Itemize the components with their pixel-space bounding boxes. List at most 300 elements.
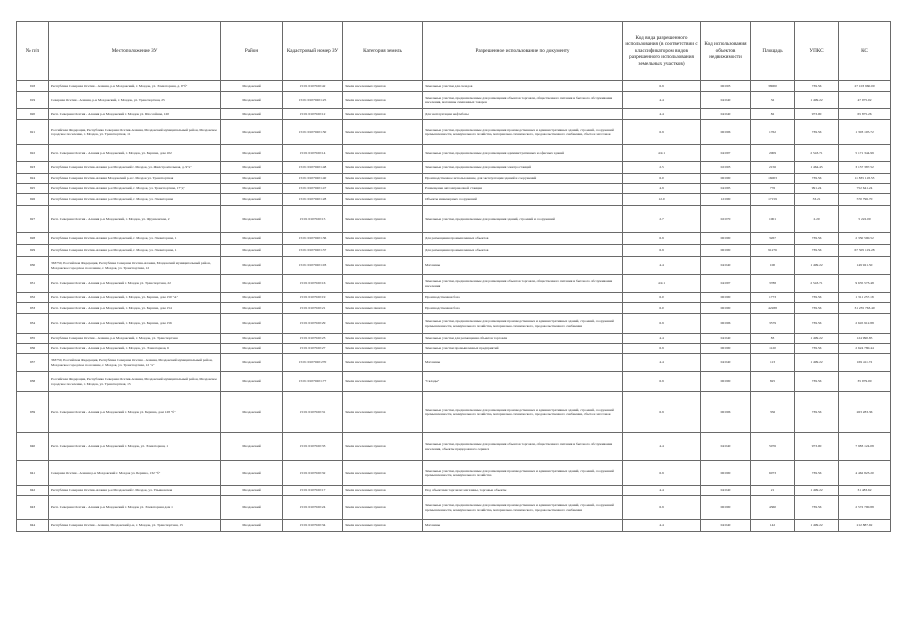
table-row [17,344,891,354]
table-cell: 15:01:0107020:148 [283,162,343,174]
table-row [17,372,891,392]
table-row [17,496,891,520]
table-cell: 2.5 [623,162,701,174]
table-cell: 363750, Российская Федерация, Республика Северная Осетия-Алания, Моздокский муниципальный район, Моздокское городское поселение, г. Моздок, ул. Транспортная, 12 [49,257,221,275]
table-cell: 934 [17,314,49,334]
table-cell: Моздокский [221,354,283,372]
table-cell: 1001 [751,206,795,233]
table-cell: 124 990.85 [839,334,891,344]
table-cell: 927 [17,206,49,233]
table-cell: 149 921.50 [839,257,891,275]
table-cell: 356 [751,392,795,433]
table-cell: Моздокский [221,334,283,344]
table-cell: 931 [17,275,49,293]
table-cell: 32 [751,92,795,109]
table-cell: 212 887.92 [839,520,891,532]
table-row [17,486,891,496]
table-cell: 06:000 [701,344,751,354]
table-cell: Производственная база [423,303,623,314]
cadastral-value-table [16,21,891,532]
table-cell: Республика Северная Осетия-Алания р-н Моздокский, г. Моздок, ул. Элеваторная [49,194,221,206]
table-cell: 942 [17,486,49,496]
table-cell: 3579 [751,314,795,334]
table-cell: 938 [17,372,49,392]
table-row [17,245,891,257]
table-cell: 100 [751,257,795,275]
table-cell: 169 411.72 [839,354,891,372]
table-cell: 11 835 118.53 [839,174,891,184]
header-cell: Код вида разрешенного использования (в соответствии с классификатором видов разрешенного использования земельных участков) [623,22,701,81]
table-cell: Земельные участки, предназначенные для размещения производственных и административных зданий, строений, сооружений промышленности, коммунального хозяйства [423,461,623,486]
table-cell: 15:01:0107020:140 [283,174,343,184]
table-cell: Респ. Северная Осетия - Алания р-н Моздокский г. Моздок ул. Бершна, дом 128 "б" [49,392,221,433]
table-cell: Респ. Северная Осетия - Алания р-н Моздокский, г. Моздок, ул. Элеваторная, 6 [49,344,221,354]
table-cell: 1 311 257.18 [839,293,891,303]
table-cell: Земли населенных пунктов [343,174,423,184]
table-cell: 3788 [751,275,795,293]
table-cell: Республика Северная Осетия - Алания, р-н Моздокский, г. Моздок, ул. Транспортная [49,334,221,344]
table-cell: Земельные участки, предназначенные для размещения производственных и административных зданий, строений, сооружений промышленности, коммунального хозяйства, материально-технического, продовольственного снабжения [423,496,623,520]
table-cell: 04:097 [701,275,751,293]
table-cell: 928 [17,233,49,245]
table-cell: 04:097 [701,145,751,162]
table-cell: Моздокский [221,109,283,120]
table-cell: 04:040 [701,520,751,532]
table-cell: 4.9 [623,184,701,194]
table-cell: 33.21 [795,194,839,206]
table-cell: Республика Северная Осетия-Алания Моздокский р-н г. Моздок ул. Транспортная [49,174,221,184]
table-row [17,275,891,293]
table-cell: 5076 [751,433,795,461]
table-cell: 17159 [751,194,795,206]
table-cell: 973.00 [795,433,839,461]
table-cell: 4.9.1 [623,275,701,293]
table-cell: 2 624 780.44 [839,344,891,354]
table-cell: Земли населенных пунктов [343,109,423,120]
table-cell: Моздокский [221,233,283,245]
table-cell: 752 641.24 [839,184,891,194]
table-cell: Земли населенных пунктов [343,520,423,532]
table-cell: Земли населенных пunктов [343,303,423,314]
table-cell: 1 499.22 [795,92,839,109]
table-row [17,81,891,92]
header-cell: Категория земель [343,22,423,81]
table-cell: 4 462 823.20 [839,461,891,486]
table-cell: 15:01:0107020:125 [283,92,343,109]
table-row [17,145,891,162]
table-cell: Земельные участки, предназначенные для размещения объектов торговли, общественного питания и бытового обслуживания населения [423,275,623,293]
table-cell: 739.56 [795,293,839,303]
table-cell: 65 875.26 [839,109,891,120]
table-cell: 1762 [751,120,795,145]
table-cell: 5 222.00 [839,206,891,233]
table-cell: 4.4 [623,334,701,344]
table-cell: 06:000 [701,233,751,245]
table-cell: Земли населенных пунктов [343,245,423,257]
table-cell: 1773 [751,293,795,303]
table-cell: Земли населенных пунктов [343,145,423,162]
table-cell: Моздокский [221,206,283,233]
table-cell: 6.0 [623,303,701,314]
table-cell: Респ. Северная Осетия - Алания р-н Моздокский, г. Моздок, ул. Бершна, дом 150 "А" [49,293,221,303]
table-cell: 932 [17,293,49,303]
table-cell: 4.4 [623,520,701,532]
table-cell: Моздокский [221,245,283,257]
table-cell: 15:01:0107020:27 [283,344,343,354]
table-cell: 739.56 [795,344,839,354]
table-row [17,194,891,206]
table-cell: 04:040 [701,257,751,275]
table-cell: 925 [17,184,49,194]
table-cell: Земельные участки, предназначенные для размещения объектов торговли, общественного питания и бытового обслуживания населения, объекты придорожного сервиса [423,433,623,461]
table-cell: Земли населенных пунктов [343,293,423,303]
table-row [17,184,891,194]
table-cell: 926 [17,194,49,206]
table-cell: 2 543.71 [795,145,839,162]
table-cell: 15:01:0107020:17 [283,486,343,496]
table-cell: Моздокский [221,174,283,184]
header-cell: УПКС [795,22,839,81]
table-cell: 6.9 [623,461,701,486]
table-cell: 15:01:0107020:24 [283,496,343,520]
table-cell: Республика Северная Осетия-Алания р-н Моздокский, г. Моздок, ул. Транспортная, 17"д" [49,184,221,194]
table-cell: 2 645 912.88 [839,314,891,334]
table-cell: 1 499.22 [795,354,839,372]
table-row [17,461,891,486]
table-cell: 15:01:0107020:32 [283,461,343,486]
table-cell: 739.56 [795,174,839,184]
table-cell: 739.56 [795,245,839,257]
table-cell: Для размещения промышленных объектов [423,233,623,245]
table-cell: 6.9 [623,344,701,354]
table-cell: 3267 [751,233,795,245]
table-cell: Для размещения промышленных объектов [423,245,623,257]
table-cell: 739.56 [795,392,839,433]
table-cell: Респ. Северная Осетия - Алания р-н Моздокский, г. Моздок, ул. Бершна, дом 156 [49,314,221,334]
table-cell: 06:000 [701,293,751,303]
table-cell: 142 [751,520,795,532]
table-cell: Республика Северная Осетия-Алания р-н Моздокский, г. Моздок, ул. Элеваторная, 1 [49,233,221,245]
table-cell: 4.4 [623,92,701,109]
table-cell: 12:000 [701,194,751,206]
table-row [17,303,891,314]
table-cell: Земли населенных пунктов [343,354,423,372]
table-cell: 06:000 [701,372,751,392]
table-cell: 2009 [751,145,795,162]
table-cell: 930 [17,257,49,275]
table-cell: 4.4 [623,257,701,275]
table-cell: 38000 [751,81,795,92]
table-cell: 941 [17,461,49,486]
table-row [17,334,891,344]
table-cell: 6.9 [623,245,701,257]
table-cell: Магазины [423,520,623,532]
table-cell: Северная Осетия - Алания р-н Моздокский г. Моздок ул. Бершна, 132 "б" [49,461,221,486]
table-cell: 739.56 [795,496,839,520]
table-cell: 91276 [751,245,795,257]
header-cell: КС [839,22,891,81]
table-cell: 15:01:0107020:136 [283,233,343,245]
table-cell: 929 [17,245,49,257]
table-cell: Моздокский [221,520,283,532]
table-cell: 739.56 [795,233,839,245]
table-cell: Респ. Северная Осетия - Алания р-н Моздокский г. Моздок ул. Шоссейная, 120 [49,109,221,120]
table-cell: Земли населенных пунктов [343,314,423,334]
table-cell: 739.56 [795,372,839,392]
table-cell: 1 499.22 [795,257,839,275]
table-header-row [17,22,891,81]
table-row [17,314,891,334]
table-cell: 42288 [751,303,795,314]
table-cell: 06:000 [701,461,751,486]
table-row [17,174,891,184]
table-cell: 04:040 [701,334,751,344]
table-cell: 6073 [751,461,795,486]
table-cell: 15:01:0107020:150 [283,120,343,145]
table-row [17,257,891,275]
table-cell: Земельные участки для размещения объектов торговли [423,334,623,344]
table-cell: 15:01:0107020:12 [283,109,343,120]
table-cell: 4.4 [623,109,701,120]
table-cell: 15:01:0107020:29 [283,314,343,334]
table-cell: 27 103 960.00 [839,81,891,92]
table-row [17,392,891,433]
table-cell: 936 [17,344,49,354]
table-cell: 06:003 [701,81,751,92]
table-cell: Земли населенных пунктов [343,275,423,293]
table-cell: 6.9 [623,120,701,145]
table-cell: Земли населенных пунктов [343,81,423,92]
table-cell: 9 635 573.48 [839,275,891,293]
table-row [17,233,891,245]
table-cell: 21 [751,486,795,496]
table-cell: 15:01:0107020:15 [283,206,343,233]
table-cell: Земли населенных пунктов [343,344,423,354]
table-cell: Земли населенных пунктов [343,184,423,194]
table-cell: Моздокский [221,496,283,520]
table-cell: Моздокский [221,392,283,433]
table-cell: Производственная база [423,293,623,303]
table-cell: 15:01:0107020:33 [283,433,343,461]
table-cell: 4.4 [623,354,701,372]
table-cell: 15:01:0107020:23 [283,334,343,344]
table-cell: 82 [751,109,795,120]
table-cell: Объекты инженерных сооружений [423,194,623,206]
table-cell: 35 979.00 [839,372,891,392]
table-cell: 6.9 [623,392,701,433]
table-cell: 15:01:0107020:14 [283,145,343,162]
table-cell: Респ. Северная Осетия - Алания р-н Моздокский г. Моздок ул. Транспортная, 22 [49,275,221,293]
table-cell: 973.00 [795,109,839,120]
table-cell: 1 499.22 [795,520,839,532]
table-cell: 12.0 [623,194,701,206]
table-cell: 1 464.45 [795,162,839,174]
table-cell: 15:01:0107020:270 [283,354,343,372]
table-cell: Респ. Северная Осетия - Алания р-н Моздокский, г. Моздок, ул. Фрунзенская, 2 [49,206,221,233]
table-cell: 4.4 [623,486,701,496]
table-cell: Моздокский [221,92,283,109]
table-cell: Земельные участки промышленных предприятий [423,344,623,354]
table-cell: 1 499.22 [795,334,839,344]
table-cell: Земельные участки, предназначенные для размещения производственных и административных зданий, строений, сооружений промышленности, коммунального хозяйства, материально-технического, продовольственного снабжения, сбыта и заготовок [423,392,623,433]
table-cell: 67 505 119.28 [839,245,891,257]
table-cell: Моздокский [221,145,283,162]
table-cell: Земли населенных пунктов [343,120,423,145]
table-cell: Республика Северная Осетия - Алания, р-н Моздокский, г. Моздок, ул. Элеваторная, д. 9"б" [49,81,221,92]
table-cell: 15:01:0107020:21 [283,303,343,314]
table-cell: 31 235 763.40 [839,303,891,314]
header-cell: № п/п [17,22,49,81]
table-cell: 02:070 [701,206,751,233]
table-cell: 04:040 [701,354,751,372]
table-cell: 04:095 [701,184,751,194]
table-cell: Республика Северная Осетия-Алания р-н Моздокский, г. Моздок, ул. Элеваторная, 1 [49,245,221,257]
table-row [17,293,891,303]
table-cell: 570 796.70 [839,194,891,206]
table-cell: 16003 [751,174,795,184]
table-cell: Земли населенных пунктов [343,206,423,233]
table-cell: 5 171 344.99 [839,145,891,162]
table-cell: 923 [17,162,49,174]
table-row [17,520,891,532]
table-cell: 943 [17,496,49,520]
table-cell: 06:006 [701,392,751,433]
table-cell: Республика Северная Осетия - Алания, Моздокский р-н, г. Моздок, ул. Транспортная, 15 [49,520,221,532]
table-cell: 739.56 [795,303,839,314]
table-cell: Земельные участки, предназначенные для размещения производственных и административных зданий, строений, сооружений промышленности, коммунального хозяйства, материально-технического, продовольственного снабжения [423,314,623,334]
table-cell: 263 283.36 [839,392,891,433]
table-cell: 2.7 [623,206,701,233]
table-cell: 15:01:0107020:177 [283,372,343,392]
table-cell: Земли населенных пунктов [343,392,423,433]
table-cell: 924 [17,174,49,184]
table-cell: 2156 [751,162,795,174]
table-cell: 04:040 [701,92,751,109]
header-cell: Район [221,22,283,81]
table-cell: 6.9 [623,81,701,92]
table-cell: Российская Федерация, Республика Северная Осетия-Алания, Моздокский муниципальный район, Моздокское городское поселение, г. Моздок, ул. Транспортная, 15 [49,372,221,392]
table-cell: 06:006 [701,120,751,145]
table-cell: Земельные участки, предназначенные для размещения объектов торговли, общественного питания и бытового обслуживания населения, магазины смешанных товаров [423,92,623,109]
table-cell: 6.9 [623,496,701,520]
table-cell: 04:040 [701,109,751,120]
table-cell: 940 [17,433,49,461]
table-row [17,162,891,174]
table-cell: Земельные участки, предназначенные для размещения электростанций [423,162,623,174]
table-cell: Моздокский [221,162,283,174]
table-cell: 7 983 124.08 [839,433,891,461]
table-cell: 04:040 [701,433,751,461]
table-cell: 935 [17,334,49,344]
table-cell: 739.56 [795,81,839,92]
table-cell: 02:003 [701,162,751,174]
table-cell: Земли населенных пунктов [343,233,423,245]
table-cell: "Склады" [423,372,623,392]
table-cell: 1120 [751,344,795,354]
table-cell: 739.56 [795,461,839,486]
table-cell: Моздокский [221,257,283,275]
table-cell: Земли населенных пунктов [343,372,423,392]
table-cell: Моздокский [221,486,283,496]
table-cell: 6.9 [623,233,701,245]
table-cell: Земельные участки, предназначенные для размещения зданий, строений и сооружений [423,206,623,233]
table-cell: 06:000 [701,303,751,314]
table-cell: Северная Осетия - Алания, р-н Моздокский, г. Моздок, ул. Транспортная, 25 [49,92,221,109]
table-cell: 739.56 [795,120,839,145]
table-cell: Моздокский [221,372,283,392]
table-cell: Моздокский [221,120,283,145]
table-cell: 04:040 [701,486,751,496]
table-cell: 944 [17,520,49,532]
table-cell: Моздокский [221,314,283,334]
table-cell: 06:000 [701,174,751,184]
table-cell: 31 483.62 [839,486,891,496]
table-cell: Магазины [423,257,623,275]
table-cell: 739.56 [795,314,839,334]
table-cell: 15:01:0107020:103 [283,257,343,275]
table-cell: Под объектами торговли: магазины, торговые объекты [423,486,623,496]
table-cell: 6.0 [623,174,701,184]
table-cell: 2 350 590.52 [839,233,891,245]
table-cell: 83 [751,334,795,344]
table-row [17,354,891,372]
table-cell: 15:01:0107020:19 [283,293,343,303]
table-cell: 6.0 [623,293,701,303]
header-cell: Местоположение ЗУ [49,22,221,81]
table-cell: Моздокский [221,433,283,461]
table-cell: 15:01:0107020:16 [283,275,343,293]
table-cell: Для эксплуатации нефтебазы [423,109,623,120]
table-cell: Моздокский [221,293,283,303]
table-cell: Республика Северная Осетия-Алания р-н Моздокский г. Моздок, ул. Ульяновская [49,486,221,496]
table-cell: Земли населенных пунктов [343,496,423,520]
table-cell: Респ. Северная Осетия - Алания р-н Моздокский г. Моздок ул. Элеваторная дом 1 [49,496,221,520]
table-cell: Земли населенных пунктов [343,194,423,206]
table-cell: Респ. Северная Осетия - Алания р-н Моздокский г. Моздок, ул. Элеваторная, 1 [49,433,221,461]
table-cell: Земли населенных пунктов [343,334,423,344]
table-cell: Респ. Северная Осетия - Алания р-н Моздокский, г. Моздок, ул. Бершна, дом 102 [49,145,221,162]
table-cell: Производственное использование, для эксплуатации зданий и сооружений [423,174,623,184]
table-cell: Республика Северная Осетия-Алания р-н Моздокский г. Моздок, ул. Жилстроительная, д. 9"а" [49,162,221,174]
table-cell: 3 157 387.52 [839,162,891,174]
table-cell: 06:000 [701,245,751,257]
header-cell: Кадастровый номер ЗУ [283,22,343,81]
table-cell: 825 [751,372,795,392]
table-cell: 15:01:0107020:147 [283,184,343,194]
table-cell: 113 [751,354,795,372]
table-cell: 6.9 [623,314,701,334]
table-cell: 939 [17,392,49,433]
table-cell: 15:01:0107020:128 [283,194,343,206]
table-cell: 15:01:0107020:31 [283,392,343,433]
header-cell: Площадь [751,22,795,81]
table-cell: 363750, Российская Федерация, Республика Северная Осетия - Алания, Моздокский муниципальный район, Моздокское городское поселение, г. Моздок, ул. Транспортная, 12 "а" [49,354,221,372]
table-cell: 2.20 [795,206,839,233]
table-cell: Земли населенных пунктов [343,92,423,109]
table-cell: Земельные участки, предназначенные для размещения производственных и административных зданий, строений, сооружений промышленности, коммунального хозяйства, материально-технического, продовольственного снабжения, сбыта и заготовок [423,120,623,145]
table-cell: 2 572 790.88 [839,496,891,520]
table-cell: 920 [17,109,49,120]
table-row [17,92,891,109]
table-cell: Моздокский [221,194,283,206]
table-cell: 1 303 105.72 [839,120,891,145]
table-cell: Российская Федерация, Республика Северная Осетия-Алания, Моздокский муниципальный район, Моздокское городское поселение, г. Моздок, ул. Транспортная, 11 [49,120,221,145]
table-cell: Земли населенных пунктов [343,162,423,174]
table-cell: Земельные участки, предназначенные для размещения административных и офисных зданий [423,145,623,162]
table-row [17,206,891,233]
table-cell: 1 499.22 [795,486,839,496]
table-cell: 937 [17,354,49,372]
